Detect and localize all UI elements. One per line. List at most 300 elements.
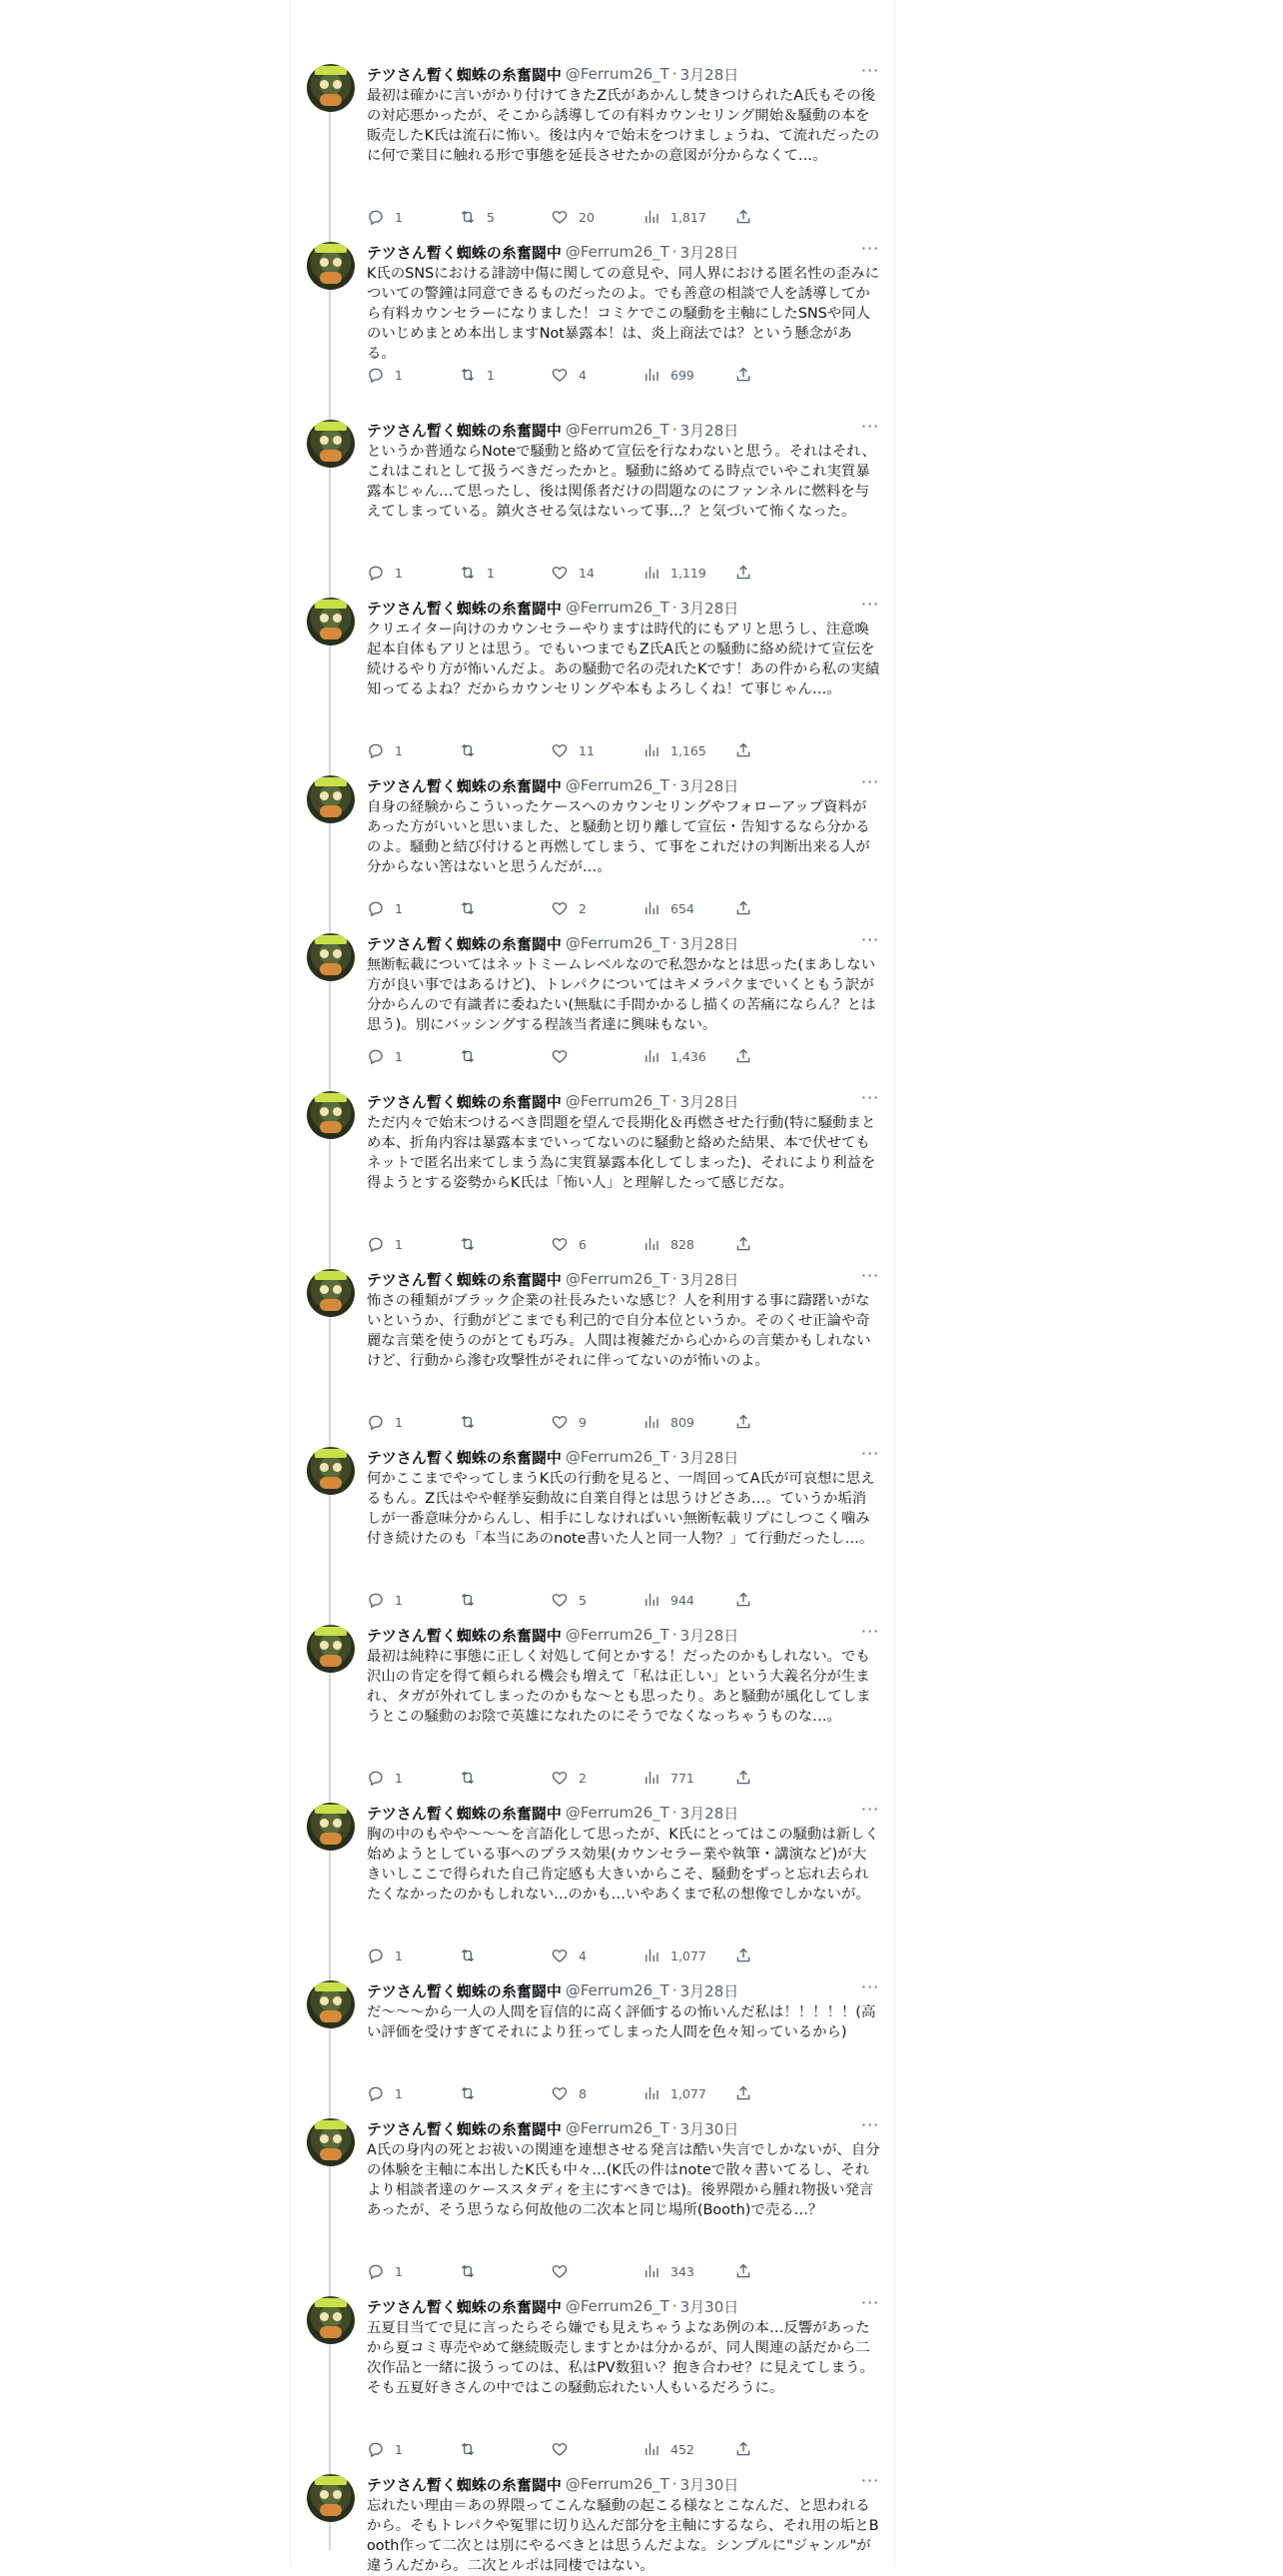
more-options-icon[interactable]: ··· — [860, 2471, 880, 2490]
tweet-text: ただ内々で始末つけるべき問題を望んで長期化＆再燃させた行動(特に騒動まとめ本、折角内容は暴露本までいってないのに騒動と絡めた結果、本で伏せてもネットで匿名出来てしまう為に実質暴露本化してしまった)、それにより利益を得ようとする姿勢からK氏は「怖い人」と理解したって感じだな。 — [367, 1115, 876, 1191]
like-button[interactable] — [551, 1769, 642, 1787]
tweet[interactable]: テツさん暫く蜘蛛の糸奮闘中 @Ferrum26_T · 3月28日 ··· 胸の中のもやや～～～を言語化して思ったが、K氏にとってはこの騒動は新しく始めようとしている事へのプラス効果(カウンセラー業や執筆・講演など)が大きいしここで得られた自己肯定感も大きいからこそ、騒動をずっと忘れ去られたくなかったのかもしれない…のかも…いやあくまで私の想像でしかないが。 1 4 1,077 — [307, 1803, 880, 1980]
retweet-icon — [459, 1047, 477, 1065]
reply-button[interactable] — [367, 208, 459, 226]
share-button[interactable] — [734, 366, 754, 384]
author-handle[interactable]: @Ferrum26_T — [565, 2475, 669, 2493]
reply-button[interactable] — [367, 366, 459, 384]
views-button[interactable] — [642, 1413, 734, 1431]
tweet-actions — [367, 2083, 806, 2103]
avatar[interactable] — [307, 1091, 355, 1139]
like-button[interactable] — [551, 741, 642, 759]
tweet[interactable]: テツさん暫く蜘蛛の糸奮闘中 @Ferrum26_T · 3月28日 ··· ただ内々で始末つけるべき問題を望んで長期化＆再燃させた行動(特に騒動まとめ本、折角内容は暴露本までいってないのに騒動と絡めた結果、本で伏せてもネットで匿名出来てしまう為に実質暴露本化してしまった)、それにより利益を得ようとする姿勢からK氏は「怖い人」と理解したって感じだな。 1 6 828 — [307, 1091, 880, 1269]
like-button[interactable] — [551, 1413, 642, 1431]
heart-icon — [551, 2262, 569, 2280]
share-button[interactable] — [734, 1591, 754, 1609]
retweet-button[interactable] — [459, 741, 551, 759]
like-button[interactable] — [551, 1591, 642, 1609]
retweet-button[interactable] — [459, 2262, 551, 2280]
avatar[interactable] — [307, 1980, 355, 2028]
tweet-date[interactable]: 3月28日 — [679, 934, 739, 953]
retweet-icon — [459, 1235, 477, 1253]
avatar[interactable] — [307, 1803, 355, 1851]
more-options-icon[interactable]: ··· — [860, 239, 880, 258]
share-icon — [734, 1591, 752, 1609]
avatar[interactable] — [307, 2474, 355, 2522]
tweet-text: クリエイター向けのカウンセラーやりますは時代的にもアリと思うし、注意喚起本自体もアリとは思う。でもいつまでもZ氏A氏との騒動に絡め続けて宣伝を続けるやり方が怖いんだよ。あの騒動で名の売れたKです！あの件から私の実績知ってるよね？だからカウンセリングや本もよろしくね！て事じゃん…。 — [367, 622, 880, 697]
share-button[interactable] — [734, 1047, 754, 1065]
tweet-text: 最初は確かに言いがかり付けてきたZ氏があかんし焚きつけられたA氏もその後の対応悪かったが、そこから誘導しての有料カウンセリング開始＆騒動の本を販売したK氏は流石に怖い。後は内々で始末をつけましょうね、て流れだったのに何で業目に触れる形で事態を延長させたかの意図が分からなくて…。 — [367, 88, 880, 164]
author-name[interactable]: テツさん暫く蜘蛛の糸奮闘中 — [367, 2297, 562, 2316]
retweet-icon — [459, 208, 477, 226]
author-name[interactable]: テツさん暫く蜘蛛の糸奮闘中 — [367, 1804, 562, 1823]
reply-count: 1 — [395, 1236, 403, 1252]
author-name[interactable]: テツさん暫く蜘蛛の糸奮闘中 — [367, 2119, 562, 2138]
view-count: 944 — [670, 1592, 694, 1608]
view-count: 1,077 — [670, 2085, 706, 2101]
tweet-actions — [367, 207, 806, 227]
share-button[interactable] — [734, 741, 754, 759]
author-name[interactable]: テツさん暫く蜘蛛の糸奮闘中 — [367, 934, 562, 953]
more-options-icon[interactable]: ··· — [860, 2293, 880, 2312]
share-button[interactable] — [734, 1769, 754, 1787]
like-count: 2 — [579, 1770, 587, 1786]
like-count: 2 — [579, 900, 587, 916]
heart-icon — [551, 564, 569, 582]
like-count: 9 — [579, 1414, 587, 1430]
tweet-date[interactable]: 3月28日 — [679, 243, 739, 262]
analytics-icon — [642, 2440, 660, 2458]
heart-icon — [551, 208, 569, 226]
views-button[interactable] — [642, 741, 734, 759]
retweet-button[interactable] — [459, 208, 551, 226]
reply-count: 1 — [395, 367, 403, 383]
author-name[interactable]: テツさん暫く蜘蛛の糸奮闘中 — [367, 599, 562, 618]
retweet-icon — [459, 2440, 477, 2458]
tweet[interactable]: テツさん暫く蜘蛛の糸奮闘中 @Ferrum26_T · 3月28日 ··· K氏のSNSにおける誹謗中傷に関しての意見や、同人界における匿名性の歪みについての警鐘は同意できるものだったのよ。でも善意の相談で人を誘導してから有料カウンセラーになりました！コミケでこの騒動を主軸にしたSNSや同人のいじめまとめ本出しますNot暴露本！は、炎上商法では？という懸念がある。 1 1 4 699 — [307, 242, 880, 420]
reply-icon — [367, 1047, 385, 1065]
share-icon — [734, 208, 752, 226]
views-button[interactable] — [642, 1047, 734, 1065]
reply-button[interactable] — [367, 1047, 459, 1065]
reply-count: 1 — [395, 2085, 403, 2101]
views-button[interactable] — [642, 564, 734, 582]
author-name[interactable]: テツさん暫く蜘蛛の糸奮闘中 — [367, 1270, 562, 1289]
author-handle[interactable]: @Ferrum26_T — [565, 1626, 669, 1644]
view-count: 1,077 — [670, 1947, 706, 1963]
tweet[interactable]: テツさん暫く蜘蛛の糸奮闘中 @Ferrum26_T · 3月28日 ··· というか普通ならNoteで騒動と絡めて宣伝を行なわないと思う。それはそれ、これはこれとして扱うべきだったかと。騒動に絡めてる時点でいやこれ実質暴露本じゃん…て思ったし、後は関係者だけの問題なのにファンネルに燃料を与えてしまっている。鎮火させる気はないって事…？と気づいて怖くなった。 1 1 14 1,119 — [307, 420, 880, 598]
author-name[interactable]: テツさん暫く蜘蛛の糸奮闘中 — [367, 776, 562, 795]
retweet-icon — [459, 2262, 477, 2280]
more-options-icon[interactable]: ··· — [860, 1088, 880, 1107]
avatar[interactable] — [307, 933, 355, 981]
like-button[interactable] — [551, 1047, 642, 1065]
tweet[interactable]: テツさん暫く蜘蛛の糸奮闘中 @Ferrum26_T · 3月28日 ··· 最初は純粋に事態に正しく対処して何とかする！だったのかもしれない。でも沢山の肯定を得て頼られる機会も増えて「私は正しい」という大義名分が生まれ、タガが外れてしまったのかもな～とも思ったり。あと騒動が風化してしまうとこの騒動のお陰で英雄になれたのにそうでなくなっちゃうものな…。 1 2 771 — [307, 1625, 880, 1803]
heart-icon — [551, 2084, 569, 2102]
retweet-icon — [459, 564, 477, 582]
author-handle[interactable]: @Ferrum26_T — [565, 1448, 669, 1466]
tweet-actions — [367, 563, 806, 583]
more-options-icon[interactable]: ··· — [860, 772, 880, 791]
analytics-icon — [642, 741, 660, 759]
tweet[interactable]: テツさん暫く蜘蛛の糸奮闘中 @Ferrum26_T · 3月28日 ··· 何かここまでやってしまうK氏の行動を見ると、一周回ってA氏が可哀想に思えるもん。Z氏はやや軽挙妄動故に自業自得とは思うけどさあ…。ていうか垢消しが一番意味分からんし、相手にしなければいい無断転載リプにしつこく噛み付き続けたのも「本当にあのnote書いた人と同一人物？」て行動だったし…。 1 5 944 — [307, 1447, 880, 1625]
like-button[interactable] — [551, 2440, 642, 2458]
share-icon — [734, 366, 752, 384]
reply-count: 1 — [395, 1592, 403, 1608]
retweet-button[interactable] — [459, 366, 551, 384]
author-handle[interactable]: @Ferrum26_T — [565, 599, 669, 617]
more-options-icon[interactable]: ··· — [860, 1800, 880, 1819]
retweet-button[interactable] — [459, 2440, 551, 2458]
tweet-date[interactable]: 3月28日 — [679, 1092, 739, 1111]
retweet-button[interactable] — [459, 2084, 551, 2102]
retweet-icon — [459, 1591, 477, 1609]
heart-icon — [551, 1047, 569, 1065]
tweet[interactable]: テツさん暫く蜘蛛の糸奮闘中 @Ferrum26_T · 3月28日 ··· 怖さの種類がブラック企業の社長みたいな感じ？人を利用する事に躊躇いがないというか、行動がどこまでも利己的で自分本位というか。そのくせ正論や奇麗な言葉を使うのがとても巧み。人間は複雑だから心からの言葉かもしれないけど、行動から滲む攻撃性がそれに伴ってないのが怖いのよ。 1 9 809 — [307, 1269, 880, 1447]
retweet-icon — [459, 899, 477, 917]
reply-icon — [367, 208, 385, 226]
tweet-date[interactable]: 3月30日 — [679, 2297, 739, 2316]
retweet-button[interactable] — [459, 1413, 551, 1431]
retweet-button[interactable] — [459, 1047, 551, 1065]
views-button[interactable] — [642, 2084, 734, 2102]
reply-icon — [367, 1413, 385, 1431]
avatar[interactable] — [307, 2296, 355, 2344]
like-button[interactable] — [551, 2084, 642, 2102]
share-button[interactable] — [734, 564, 754, 582]
share-icon — [734, 1047, 752, 1065]
views-button[interactable] — [642, 2262, 734, 2280]
tweet-text: というか普通ならNoteで騒動と絡めて宣伝を行なわないと思う。それはそれ、これはこれとして扱うべきだったかと。騒動に絡めてる時点でいやこれ実質暴露本じゃん…て思ったし、後は関係者だけの問題なのにファンネルに燃料を与えてしまっている。鎮火させる気はないって事…？と気づいて怖くなった。 — [367, 444, 876, 520]
tweet-actions — [367, 1590, 806, 1610]
share-icon — [734, 741, 752, 759]
view-count: 771 — [670, 1770, 694, 1786]
share-icon — [734, 899, 752, 917]
tweet-actions — [367, 898, 806, 918]
more-options-icon[interactable]: ··· — [860, 595, 880, 614]
author-handle[interactable]: @Ferrum26_T — [565, 1804, 669, 1822]
views-button[interactable] — [642, 1769, 734, 1787]
tweet-actions — [367, 1945, 806, 1965]
retweet-icon — [459, 1769, 477, 1787]
like-count: 5 — [579, 1592, 587, 1608]
author-name[interactable]: テツさん暫く蜘蛛の糸奮闘中 — [367, 421, 562, 440]
reply-count: 1 — [395, 1048, 403, 1064]
reply-icon — [367, 1769, 385, 1787]
reply-count: 1 — [395, 565, 403, 581]
tweet[interactable]: テツさん暫く蜘蛛の糸奮闘中 @Ferrum26_T · 3月28日 ··· だ～～～から一人の人間を盲信的に高く評価するの怖いんだ私は！！！！！(高い評価を受けすぎてそれにより狂ってしまった人間を色々知っているから) 1 8 1,077 — [307, 1980, 880, 2118]
view-count: 343 — [670, 2263, 694, 2279]
retweet-button[interactable] — [459, 564, 551, 582]
retweet-button[interactable] — [459, 1591, 551, 1609]
reply-icon — [367, 1946, 385, 1964]
share-button[interactable] — [734, 1235, 754, 1253]
tweet-date[interactable]: 3月28日 — [679, 421, 739, 440]
avatar[interactable] — [307, 1447, 355, 1495]
tweet-actions — [367, 2261, 806, 2281]
heart-icon — [551, 1413, 569, 1431]
author-name[interactable]: テツさん暫く蜘蛛の糸奮闘中 — [367, 1448, 562, 1467]
views-button[interactable] — [642, 899, 734, 917]
more-options-icon[interactable]: ··· — [860, 1622, 880, 1641]
author-handle[interactable]: @Ferrum26_T — [565, 2119, 669, 2137]
author-handle[interactable]: @Ferrum26_T — [565, 421, 669, 439]
more-options-icon[interactable]: ··· — [860, 61, 880, 80]
heart-icon — [551, 1591, 569, 1609]
tweet-text: A氏の身内の死とお祓いの関連を連想させる発言は酷い失言でしかないが、自分の体験を主軸に本出したK氏も中々…(K氏の件はnoteで散々書いてるし、それより相談者達のケーススタディを主にすべきでは)。後界隈から腫れ物扱い発言あったが、そう思うなら何故他の二次本と同じ場所(Booth)で売る…？ — [367, 2142, 880, 2218]
more-options-icon[interactable]: ··· — [860, 417, 880, 436]
analytics-icon — [642, 1946, 660, 1964]
tweet[interactable]: テツさん暫く蜘蛛の糸奮闘中 @Ferrum26_T · 3月28日 ··· 無断転載についてはネットミームレベルなので私怨かなとは思った(まあしない方が良い事ではあるけど)、トレパクについてはキメラパクまでいくともう訳が分からんので有識者に委ねたい(無駄に手間かかるし描くの苦痛にならん？とは思う)。別にバッシングする程該当者達に興味もない。 1 1,436 — [307, 933, 880, 1091]
more-options-icon[interactable]: ··· — [860, 1444, 880, 1463]
reply-button[interactable] — [367, 2440, 459, 2458]
tweet-actions — [367, 1234, 806, 1254]
tweet[interactable]: テツさん暫く蜘蛛の糸奮闘中 @Ferrum26_T · 3月30日 ··· A氏の身内の死とお祓いの関連を連想させる発言は酷い失言でしかないが、自分の体験を主軸に本出したK氏も中々…(K氏の件はnoteで散々書いてるし、それより相談者達のケーススタディを主にすべきでは)。後界隈から腫れ物扱い発言あったが、そう思うなら何故他の二次本と同じ場所(Booth)で売る…？ 1 343 — [307, 2118, 880, 2296]
share-icon — [734, 2440, 752, 2458]
analytics-icon — [642, 208, 660, 226]
reply-button[interactable] — [367, 899, 459, 917]
share-icon — [734, 1413, 752, 1431]
like-button[interactable] — [551, 1235, 642, 1253]
retweet-count: 1 — [487, 565, 495, 581]
share-button[interactable] — [734, 208, 754, 226]
tweet-text: 忘れたい理由＝あの界隈ってこんな騒動の起こる様なとこなんだ、と思われるから。そもトレパクや冤罪に切り込んだ部分を主軸にするなら、それ用の垢とBooth作って二次とは別にやるべきとは思うんだよな。シンプルに"ジャンル"が違うんだから。二次とルポは同棲ではない。 — [367, 2498, 879, 2574]
view-count: 828 — [670, 1236, 694, 1252]
view-count: 1,165 — [670, 742, 706, 758]
like-count: 11 — [579, 742, 595, 758]
like-count: 8 — [579, 2085, 587, 2101]
author-name[interactable]: テツさん暫く蜘蛛の糸奮闘中 — [367, 2475, 562, 2494]
avatar[interactable] — [307, 64, 355, 112]
analytics-icon — [642, 1413, 660, 1431]
tweet-date[interactable]: 3月28日 — [679, 1804, 739, 1823]
reply-count: 1 — [395, 2263, 403, 2279]
like-count: 20 — [579, 209, 595, 225]
tweet[interactable]: テツさん暫く蜘蛛の糸奮闘中 @Ferrum26_T · 3月28日 ··· クリエイター向けのカウンセラーやりますは時代的にもアリと思うし、注意喚起本自体もアリとは思う。でもいつまでもZ氏A氏との騒動に絡め続けて宣伝を続けるやり方が怖いんだよ。あの騒動で名の売れたKです！あの件から私の実績知ってるよね？だからカウンセリングや本もよろしくね！て事じゃん…。 1 11 1,165 — [307, 598, 880, 775]
reply-count: 1 — [395, 1770, 403, 1786]
share-icon — [734, 1946, 752, 1964]
tweet-text: 無断転載についてはネットミームレベルなので私怨かなとは思った(まあしない方が良い事ではあるけど)、トレパクについてはキメラパクまでいくともう訳が分からんので有識者に委ねたい(無駄に手間かかるし描くの苦痛にならん？とは思う)。別にバッシングする程該当者達に興味もない。 — [367, 957, 876, 1033]
like-count: 14 — [579, 565, 595, 581]
retweet-button[interactable] — [459, 1769, 551, 1787]
reply-icon — [367, 1591, 385, 1609]
analytics-icon — [642, 2084, 660, 2102]
view-count: 809 — [670, 1414, 694, 1430]
reply-icon — [367, 899, 385, 917]
analytics-icon — [642, 899, 660, 917]
tweet-date[interactable]: 3月28日 — [679, 599, 739, 618]
share-button[interactable] — [734, 2262, 754, 2280]
like-count: 6 — [579, 1236, 587, 1252]
share-icon — [734, 2084, 752, 2102]
avatar[interactable] — [307, 1625, 355, 1673]
reply-count: 1 — [395, 1414, 403, 1430]
views-button[interactable] — [642, 2440, 734, 2458]
author-name[interactable]: テツさん暫く蜘蛛の糸奮闘中 — [367, 65, 562, 84]
tweet-date[interactable]: 3月28日 — [679, 776, 739, 795]
retweet-count: 1 — [487, 367, 495, 383]
author-handle[interactable]: @Ferrum26_T — [565, 934, 669, 952]
analytics-icon — [642, 1047, 660, 1065]
views-button[interactable] — [642, 1235, 734, 1253]
avatar[interactable] — [307, 420, 355, 468]
views-button[interactable] — [642, 1591, 734, 1609]
author-handle[interactable]: @Ferrum26_T — [565, 1270, 669, 1288]
tweet-actions — [367, 365, 806, 385]
share-button[interactable] — [734, 1946, 754, 1964]
like-button[interactable] — [551, 564, 642, 582]
tweet[interactable]: テツさん暫く蜘蛛の糸奮闘中 @Ferrum26_T · 3月30日 ··· 忘れたい理由＝あの界隈ってこんな騒動の起こる様なとこなんだ、と思われるから。そもトレパクや冤罪に切り込んだ部分を主軸にするなら、それ用の垢とBooth作って二次とは別にやるべきとは思うんだよな。シンプルに"ジャンル"が違うんだから。二次とルポは同棲ではない。 — [307, 2474, 880, 2574]
retweet-icon — [459, 366, 477, 384]
reply-count: 1 — [395, 2441, 403, 2457]
heart-icon — [551, 741, 569, 759]
tweet-actions — [367, 1046, 806, 1066]
more-options-icon[interactable]: ··· — [860, 2115, 880, 2134]
tweet-text: 胸の中のもやや～～～を言語化して思ったが、K氏にとってはこの騒動は新しく始めようとしている事へのプラス効果(カウンセラー業や執筆・講演など)が大きいしここで得られた自己肯定感も大きいからこそ、騒動をずっと忘れ去られたくなかったのかもしれない…のかも…いやあくまで私の想像でしかないが。 — [367, 1827, 879, 1903]
avatar[interactable] — [307, 598, 355, 645]
share-button[interactable] — [734, 2084, 754, 2102]
tweet-actions — [367, 2439, 806, 2459]
author-handle[interactable]: @Ferrum26_T — [565, 1092, 669, 1110]
share-icon — [734, 564, 752, 582]
tweet[interactable]: テツさん暫く蜘蛛の糸奮闘中 @Ferrum26_T · 3月28日 ··· 自身の経験からこういったケースへのカウンセリングやフォローアップ資料があった方がいいと思いました、と騒動と切り離して宣伝・告知するなら分かるのよ。騒動と結び付けると再燃してしまう、て事をこれだけの判断出来る人が分からない筈はないと思うんだが…。 1 2 654 — [307, 775, 880, 933]
reply-count: 1 — [395, 1947, 403, 1963]
reply-count: 1 — [395, 900, 403, 916]
author-handle[interactable]: @Ferrum26_T — [565, 65, 669, 83]
heart-icon — [551, 1946, 569, 1964]
views-button[interactable] — [642, 208, 734, 226]
retweet-button[interactable] — [459, 1946, 551, 1964]
analytics-icon — [642, 564, 660, 582]
reply-icon — [367, 741, 385, 759]
tweet-text: 自身の経験からこういったケースへのカウンセリングやフォローアップ資料があった方がいいと思いました、と騒動と切り離して宣伝・告知するなら分かるのよ。騒動と結び付けると再燃してしまう、て事をこれだけの判断出来る人が分からない筈はないと思うんだが…。 — [367, 799, 870, 875]
tweet-date[interactable]: 3月28日 — [679, 1626, 739, 1645]
author-handle[interactable]: @Ferrum26_T — [565, 243, 669, 261]
reply-icon — [367, 2440, 385, 2458]
heart-icon — [551, 366, 569, 384]
retweet-icon — [459, 1413, 477, 1431]
reply-count: 1 — [395, 742, 403, 758]
author-handle[interactable]: @Ferrum26_T — [565, 776, 669, 794]
tweet-text: K氏のSNSにおける誹謗中傷に関しての意見や、同人界における匿名性の歪みについての警鐘は同意できるものだったのよ。でも善意の相談で人を誘導してから有料カウンセラーになりました！コミケでこの騒動を主軸にしたSNSや同人のいじめまとめ本出しますNot暴露本！は、炎上商法では？という懸念がある。 — [367, 266, 880, 362]
analytics-icon — [642, 2262, 660, 2280]
like-button[interactable] — [551, 1946, 642, 1964]
tweet-date[interactable]: 3月30日 — [679, 2475, 739, 2494]
avatar[interactable] — [307, 775, 355, 823]
tweet-date[interactable]: 3月30日 — [679, 2119, 739, 2138]
avatar[interactable] — [307, 1269, 355, 1317]
analytics-icon — [642, 1235, 660, 1253]
tweet-actions — [367, 1768, 806, 1788]
reply-icon — [367, 366, 385, 384]
tweet[interactable]: テツさん暫く蜘蛛の糸奮闘中 @Ferrum26_T · 3月30日 ··· 五夏目当てで見に言ったらそら嫌でも見えちゃうよなあ例の本…反響があったから夏コミ専売やめて継続販売しますとかは分かるが、同人関連の話だから二次作品と一緒に扱うってのは、私はPV数狙い？抱き合わせ？に見えてしまう。そも五夏好きさんの中ではこの騒動忘れたい人もいるだろうに。 1 452 — [307, 2296, 880, 2474]
view-count: 452 — [670, 2441, 694, 2457]
view-count: 1,817 — [670, 209, 706, 225]
reply-button[interactable] — [367, 1946, 459, 1964]
tweet-text: 最初は純粋に事態に正しく対処して何とかする！だったのかもしれない。でも沢山の肯定を得て頼られる機会も増えて「私は正しい」という大義名分が生まれ、タガが外れてしまったのかもな～とも思ったり。あと騒動が風化してしまうとこの騒動のお陰で英雄になれたのにそうでなくなっちゃうものな…。 — [367, 1649, 871, 1725]
share-icon — [734, 1769, 752, 1787]
author-name[interactable]: テツさん暫く蜘蛛の糸奮闘中 — [367, 1981, 562, 2000]
reply-button[interactable] — [367, 2262, 459, 2280]
view-count: 654 — [670, 900, 694, 916]
reply-button[interactable] — [367, 2084, 459, 2102]
reply-icon — [367, 2084, 385, 2102]
like-button[interactable] — [551, 366, 642, 384]
share-button[interactable] — [734, 899, 754, 917]
heart-icon — [551, 899, 569, 917]
tweet-text: だ～～～から一人の人間を盲信的に高く評価するの怖いんだ私は！！！！！(高い評価を受けすぎてそれにより狂ってしまった人間を色々知っているから) — [367, 2004, 876, 2040]
reply-button[interactable] — [367, 1769, 459, 1787]
tweet-date[interactable]: 3月28日 — [679, 1270, 739, 1289]
retweet-icon — [459, 741, 477, 759]
analytics-icon — [642, 366, 660, 384]
reply-button[interactable] — [367, 741, 459, 759]
like-button[interactable] — [551, 208, 642, 226]
heart-icon — [551, 2440, 569, 2458]
views-button[interactable] — [642, 366, 734, 384]
tweet-date[interactable]: 3月28日 — [679, 1448, 739, 1467]
heart-icon — [551, 1769, 569, 1787]
retweet-button[interactable] — [459, 899, 551, 917]
view-count: 1,436 — [670, 1048, 706, 1064]
share-icon — [734, 2262, 752, 2280]
more-options-icon[interactable]: ··· — [860, 1266, 880, 1285]
view-count: 1,119 — [670, 565, 706, 581]
reply-button[interactable] — [367, 1235, 459, 1253]
more-options-icon[interactable]: ··· — [860, 1977, 880, 1996]
tweet-actions — [367, 740, 806, 760]
share-button[interactable] — [734, 2440, 754, 2458]
analytics-icon — [642, 1591, 660, 1609]
like-button[interactable] — [551, 899, 642, 917]
reply-button[interactable] — [367, 1413, 459, 1431]
reply-button[interactable] — [367, 564, 459, 582]
tweet-date[interactable]: 3月28日 — [679, 65, 739, 84]
author-name[interactable]: テツさん暫く蜘蛛の糸奮闘中 — [367, 243, 562, 262]
views-button[interactable] — [642, 1946, 734, 1964]
tweet-actions — [367, 1412, 806, 1432]
author-handle[interactable]: @Ferrum26_T — [565, 2297, 669, 2315]
reply-icon — [367, 1235, 385, 1253]
avatar[interactable] — [307, 242, 355, 290]
retweet-icon — [459, 1946, 477, 1964]
tweet-text: 五夏目当てで見に言ったらそら嫌でも見えちゃうよなあ例の本…反響があったから夏コミ専売やめて継続販売しますとかは分かるが、同人関連の話だから二次作品と一緒に扱うってのは、私はPV数狙い？抱き合わせ？に見えてしまう。そも五夏好きさんの中ではこの騒動忘れたい人もいるだろうに。 — [367, 2320, 874, 2396]
tweet-text: 何かここまでやってしまうK氏の行動を見ると、一周回ってA氏が可哀想に思えるもん。Z氏はやや軽挙妄動故に自業自得とは思うけどさあ…。ていうか垢消しが一番意味分からんし、相手にしなければいい無断転載リプにしつこく噛み付き続けたのも「本当にあのnote書いた人と同一人物？」て行動だったし…。 — [367, 1471, 875, 1547]
retweet-button[interactable] — [459, 1235, 551, 1253]
share-icon — [734, 1235, 752, 1253]
tweet[interactable]: テツさん暫く蜘蛛の糸奮闘中 @Ferrum26_T · 3月28日 ··· 最初は確かに言いがかり付けてきたZ氏があかんし焚きつけられたA氏もその後の対応悪かったが、そこから誘導しての有料カウンセリング開始＆騒動の本を販売したK氏は流石に怖い。後は内々で始末をつけましょうね、て流れだったのに何で業目に触れる形で事態を延長させたかの意図が分からなくて…。 1 5 20 1,817 — [307, 64, 880, 242]
analytics-icon — [642, 1769, 660, 1787]
retweet-icon — [459, 2084, 477, 2102]
timeline-column — [290, 0, 895, 2574]
reply-button[interactable] — [367, 1591, 459, 1609]
reply-icon — [367, 2262, 385, 2280]
avatar[interactable] — [307, 2118, 355, 2166]
tweet-date[interactable]: 3月28日 — [679, 1981, 739, 2000]
share-button[interactable] — [734, 1413, 754, 1431]
author-name[interactable]: テツさん暫く蜘蛛の糸奮闘中 — [367, 1626, 562, 1645]
retweet-count: 5 — [487, 209, 495, 225]
author-name[interactable]: テツさん暫く蜘蛛の糸奮闘中 — [367, 1092, 562, 1111]
like-count: 4 — [579, 367, 587, 383]
view-count: 699 — [670, 367, 694, 383]
like-button[interactable] — [551, 2262, 642, 2280]
reply-count: 1 — [395, 209, 403, 225]
tweet-text: 怖さの種類がブラック企業の社長みたいな感じ？人を利用する事に躊躇いがないというか、行動がどこまでも利己的で自分本位というか。そのくせ正論や奇麗な言葉を使うのがとても巧み。人間は複雑だから心からの言葉かもしれないけど、行動から滲む攻撃性がそれに伴ってないのが怖いのよ。 — [367, 1293, 871, 1369]
like-count: 4 — [579, 1947, 587, 1963]
more-options-icon[interactable]: ··· — [860, 930, 880, 949]
author-handle[interactable]: @Ferrum26_T — [565, 1981, 669, 1999]
